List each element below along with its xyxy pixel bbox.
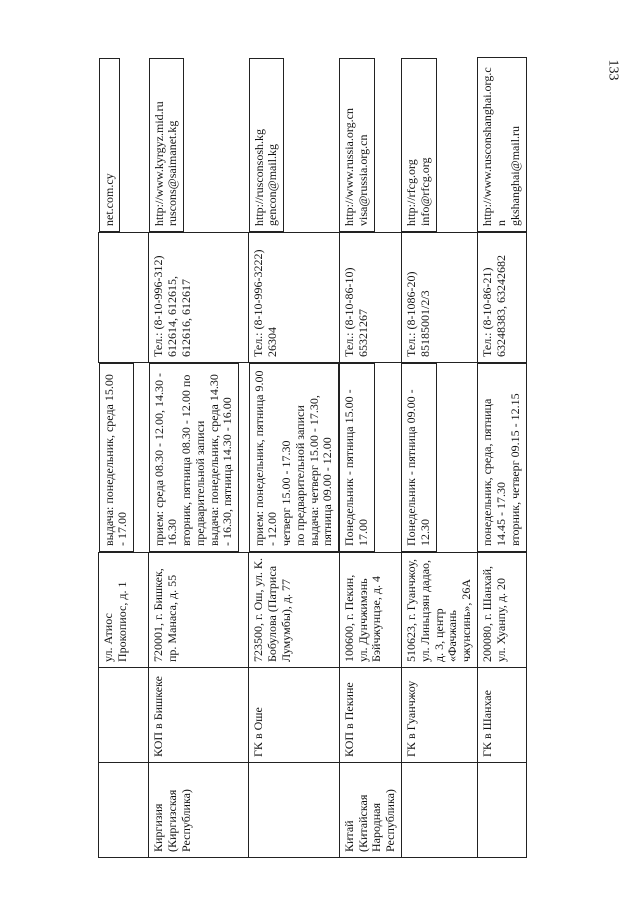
address-cell: 720001, г. Бишкек, пр. Манаса, д. 55 — [149, 553, 249, 668]
office-cell: ГК в Гуанчжоу — [401, 668, 477, 763]
phone-cell: Тел.: (8-10-996-3222) 26304 — [249, 233, 340, 363]
hours-cell: Понедельник - пятница 09.00 - 12.30 — [401, 363, 437, 552]
address-cell: 100600, г. Пекин, ул. Дунчжимэнь Бэйчжунцзе, д. 4 — [339, 553, 401, 668]
web-cell: net.com.cy — [99, 58, 121, 232]
hours-cell: Понедельник - пятница 15.00 - 17.00 — [339, 363, 375, 552]
address-cell: ул. Атиос Прокопиос, д. 1 — [99, 553, 149, 668]
hours-cell: выдача: понедельник, среда 15.00 - 17.00 — [99, 363, 135, 552]
country-cell: Китай (Китайская Народная Республика) — [339, 763, 401, 858]
office-cell: КОП в Пекине — [339, 668, 401, 763]
hours-cell: прием: понедельник, пятница 9.00 - 12.00 четверг 15.00 - 17.30 по предварительной записи выдача: четверг 15.00 - 17.30, пятница 09.00 - 12.00 — [249, 363, 340, 552]
consulates-table — [98, 57, 527, 858]
web-cell: http://rusconsosh.kg gencon@mail.kg — [249, 58, 285, 232]
phone-cell: Тел.: (8-10-996-312) 612614, 612615, 612616, 612617 — [149, 233, 249, 363]
table-row — [339, 58, 401, 858]
web-cell: http://rfcg.org info@rfcg.org — [401, 58, 437, 232]
phone-cell: Тел.: (8-10-86-10) 65321267 — [339, 233, 401, 363]
table-row — [249, 58, 340, 858]
office-cell: ГК в Оше — [249, 668, 340, 763]
hours-cell: прием: среда 08.30 - 12.00, 14.30 - 16.30 вторник, пятница 08.30 - 12.00 по предварительной записи выдача: понедельник, среда 14.30 - 16.30, пятница 14.30 - 16.00 — [149, 363, 240, 552]
hours-cell: понедельник, среда, пятница 14.45 - 17.30 вторник, четверг 09.15 - 12.15 — [477, 363, 526, 552]
address-cell: 723500, г. Ош, ул. К. Бобулова (Патриса Лумумбы), д. 77 — [249, 553, 340, 668]
table-row — [401, 58, 477, 858]
web-cell: http://www.rusconshanghai.org.cn gkshanghai@mail.ru — [477, 58, 526, 233]
web-cell: http://www.russia.org.cn visa@russia.org.cn — [339, 58, 375, 232]
phone-cell: Тел.: (8-10-86-21) 63248383, 63242682 — [477, 233, 526, 363]
phone-cell: Тел.: (8-1086-20) 85185001/2/3 — [401, 233, 477, 363]
office-cell: ГК в Шанхае — [477, 668, 526, 763]
country-cell — [249, 763, 340, 858]
office-cell — [99, 668, 149, 763]
phone-cell — [99, 233, 149, 363]
web-cell: http://www.kyrgyz.mid.ru ruscons@saimanet.kg — [149, 58, 185, 232]
country-cell: Киргизия (Киргизская Республика) — [149, 763, 249, 858]
country-cell — [401, 763, 477, 858]
page-number: 133 — [605, 59, 621, 81]
table-row — [99, 58, 149, 858]
address-cell: 510623, г. Гуанчжоу, ул. Линьцзян дадао, д. 3, центр «Фачжань чжунсинь», 26А — [401, 553, 477, 668]
address-cell: 200080, г. Шанхай, ул. Хуанпу, д. 20 — [477, 553, 526, 668]
consulates-table-container — [98, 58, 523, 858]
country-cell — [477, 763, 526, 858]
office-cell: КОП в Бишкеке — [149, 668, 249, 763]
table-row — [149, 58, 249, 858]
country-cell — [99, 763, 149, 858]
table-row — [477, 58, 526, 858]
